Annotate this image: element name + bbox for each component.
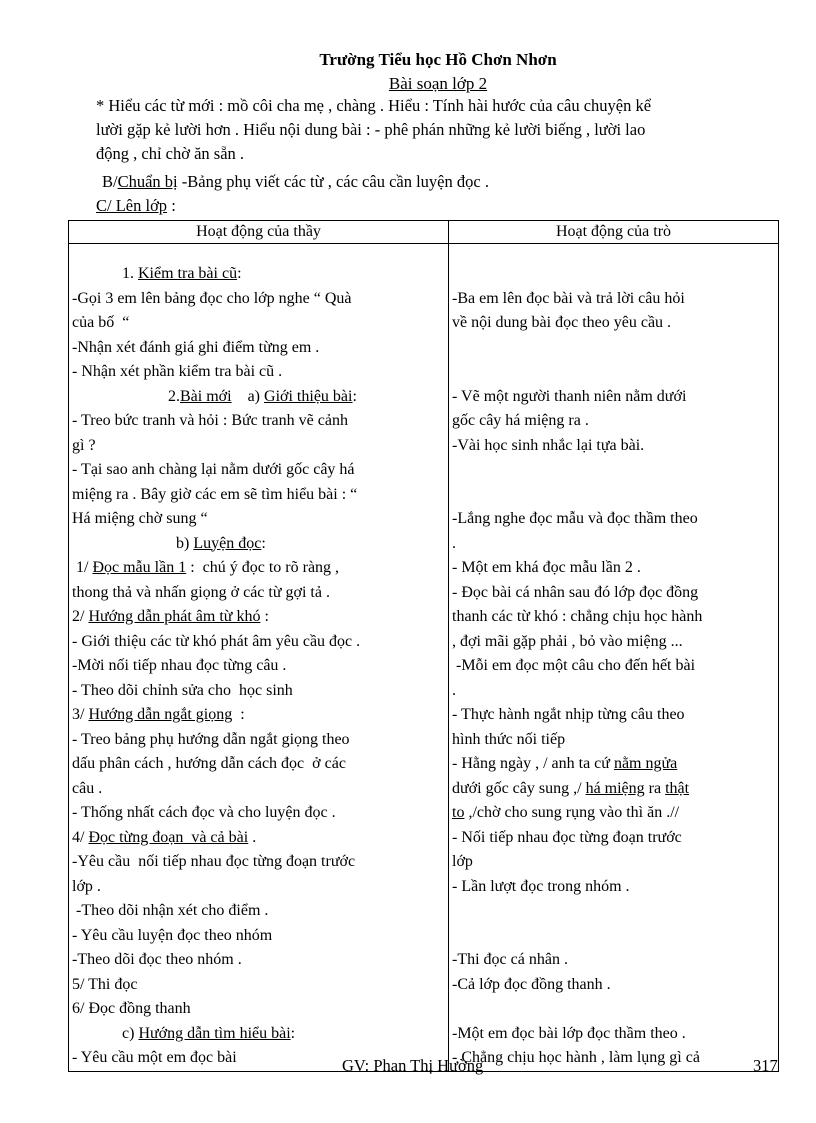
section-c-heading: C/ Lên lớp : (96, 196, 176, 215)
teacher-activity-line: lớp . (72, 877, 101, 895)
teacher-activity-line: -Theo dõi đọc theo nhóm . (72, 951, 242, 968)
preparation-label: Chuẩn bị (117, 172, 178, 191)
student-activity-line (452, 336, 775, 361)
student-activity-line: -Cả lớp đọc đồng thanh . (452, 975, 611, 993)
teacher-activity-line: - Yêu cầu luyện đọc theo nhóm (72, 926, 273, 944)
teacher-activity-line: - Tại sao anh chàng lại nằm dưới gốc cây há (72, 461, 355, 478)
school-name: Trường Tiểu học Hồ Chơn Nhơn (319, 50, 557, 69)
student-activity-line (452, 924, 775, 949)
student-activity-line: dưới gốc cây sung ,/ há miệng ra thật (452, 779, 690, 797)
student-activity-line: - Một em khá đọc mẫu lần 2 . (452, 559, 641, 576)
teacher-activity-line: 3/ Hướng dẫn ngắt giọng : (72, 706, 245, 723)
goal-line-2: lười gặp kẻ lười hơn . Hiểu nội dung bài : - phê phán những kẻ lười biếng , lười lao (96, 120, 646, 139)
student-activity-line: -Ba em lên đọc bài và trả lời câu hỏi (452, 289, 685, 307)
teacher-activity-line: Há miệng chờ sung “ (72, 510, 208, 527)
student-activity-line (452, 997, 775, 1022)
teacher-activity-line: 2/ Hướng dẫn phát âm từ khó : (72, 608, 269, 625)
student-activity-line: to ,/chờ cho sung rụng vào thì ăn .// (452, 804, 680, 821)
teacher-activity-line: 4/ Đọc từng đoạn và cả bài . (72, 828, 257, 846)
student-activity-line: thanh các từ khó : chẳng chịu học hành (452, 608, 703, 625)
student-activity-line: - Vẽ một người thanh niên nằm dưới (452, 387, 687, 405)
student-activity-line: - Chẳng chịu học hành , làm lụng gì cả (452, 1049, 700, 1066)
student-activity-line: lớp (452, 853, 473, 870)
student-activity-line: -Thi đọc cá nhân . (452, 951, 568, 968)
teacher-activity-line: thong thả và nhấn giọng ở các từ gợi tả . (72, 583, 330, 601)
activity-table (68, 220, 779, 1072)
student-activity-line: -Mỗi em đọc một câu cho đến hết bài (452, 657, 696, 674)
student-activity-line: hình thức nối tiếp (452, 730, 566, 748)
teacher-activity-line: 1/ Đọc mẫu lần 1 : chú ý đọc to rõ ràng , (72, 559, 340, 576)
teacher-activities (69, 244, 449, 1072)
student-activity-line (452, 458, 775, 483)
teacher-activity-line: câu . (72, 779, 103, 797)
teacher-activity-line: c) Hướng dẫn tìm hiểu bài: (122, 1024, 296, 1042)
student-activity-line: -Một em đọc bài lớp đọc thầm theo . (452, 1024, 686, 1042)
goal-line-3: động , chỉ chờ ăn sẵn . (96, 144, 245, 163)
student-activity-line: - Hằng ngày , / anh ta cứ nằm ngửa (452, 755, 678, 772)
teacher-activity-line: dấu phân cách , hướng dẫn cách đọc ở các (72, 755, 346, 772)
table-body-row (69, 244, 779, 1072)
teacher-activity-line: - Nhận xét phần kiểm tra bài cũ . (72, 363, 283, 380)
footer-teacher: GV: Phan Thị Hường (342, 1056, 484, 1075)
teacher-activity-line: -Yêu cầu nối tiếp nhau đọc từng đoạn trước (72, 853, 356, 870)
teacher-activity-line: - Theo dõi chỉnh sửa cho học sinh (72, 681, 293, 699)
goal-line-1: * Hiểu các từ mới : mồ côi cha mẹ , chàng . Hiểu : Tính hài hước của câu chuyện kể (96, 96, 652, 115)
student-activity-line: - Nối tiếp nhau đọc từng đoạn trước (452, 828, 682, 846)
student-activity-line: - Thực hành ngắt nhịp từng câu theo (452, 706, 685, 723)
teacher-activity-line: 1. Kiểm tra bài cũ: (122, 265, 242, 282)
teacher-activity-line: b) Luyện đọc: (176, 534, 266, 552)
student-activity-line: gốc cây há miệng ra . (452, 412, 589, 429)
student-activity-line: , đợi mãi gặp phải , bỏ vào miệng ... (452, 632, 683, 650)
teacher-activity-line: - Treo bức tranh và hỏi : Bức tranh vẽ cảnh (72, 412, 348, 429)
student-activity-line (452, 262, 775, 287)
student-activities (449, 244, 779, 1072)
teacher-activity-line: 2.Bài mới a) Giới thiệu bài: (168, 387, 357, 405)
teacher-activity-line: -Theo dõi nhận xét cho điểm . (72, 902, 269, 919)
teacher-activity-line: của bố “ (72, 314, 130, 331)
student-activity-line (452, 360, 775, 385)
teacher-activity-line: - Thống nhất cách đọc và cho luyện đọc . (72, 804, 336, 821)
student-activity-line: -Vài học sinh nhắc lại tựa bài. (452, 436, 645, 454)
student-activity-line: - Đọc bài cá nhân sau đó lớp đọc đồng (452, 583, 699, 601)
teacher-activity-line: -Gọi 3 em lên bảng đọc cho lớp nghe “ Quà (72, 289, 352, 307)
student-activity-line (452, 899, 775, 924)
teacher-activity-line: -Nhận xét đánh giá ghi điểm từng em . (72, 338, 320, 356)
student-activity-line: về nội dung bài đọc theo yêu cầu . (452, 314, 672, 331)
teacher-activity-line: - Giới thiệu các từ khó phát âm yêu cầu đọc . (72, 632, 361, 650)
teacher-activity-line: 5/ Thi đọc (72, 975, 138, 993)
student-activity-line (452, 483, 775, 508)
lesson-goals (96, 94, 772, 166)
student-activity-line: . (452, 681, 456, 699)
teacher-activity-line: gì ? (72, 436, 96, 454)
preparation-line: B/Chuẩn bị -Bảng phụ viết các từ , các câu cần luyện đọc . (102, 172, 489, 191)
teacher-column-header: Hoạt động của thầy (69, 221, 449, 244)
student-activity-line: -Lắng nghe đọc mẫu và đọc thầm theo (452, 510, 698, 527)
teacher-activity-line: - Treo bảng phụ hướng dẫn ngắt giọng theo (72, 730, 350, 748)
student-activity-line: - Lần lượt đọc trong nhóm . (452, 877, 630, 895)
teacher-activity-line: - Yêu cầu một em đọc bài (72, 1049, 237, 1066)
table-header-row (69, 221, 779, 244)
page-number: 317 (753, 1056, 778, 1075)
teacher-activity-line: 6/ Đọc đồng thanh (72, 1000, 191, 1017)
teacher-activity-line: -Mời nối tiếp nhau đọc từng câu . (72, 657, 287, 674)
teacher-activity-line: miệng ra . Bây giờ các em sẽ tìm hiểu bài : “ (72, 485, 358, 503)
lesson-title: Bài soạn lớp 2 (388, 74, 488, 93)
student-activity-line: . (452, 534, 456, 552)
student-column-header: Hoạt động của trò (449, 221, 779, 244)
